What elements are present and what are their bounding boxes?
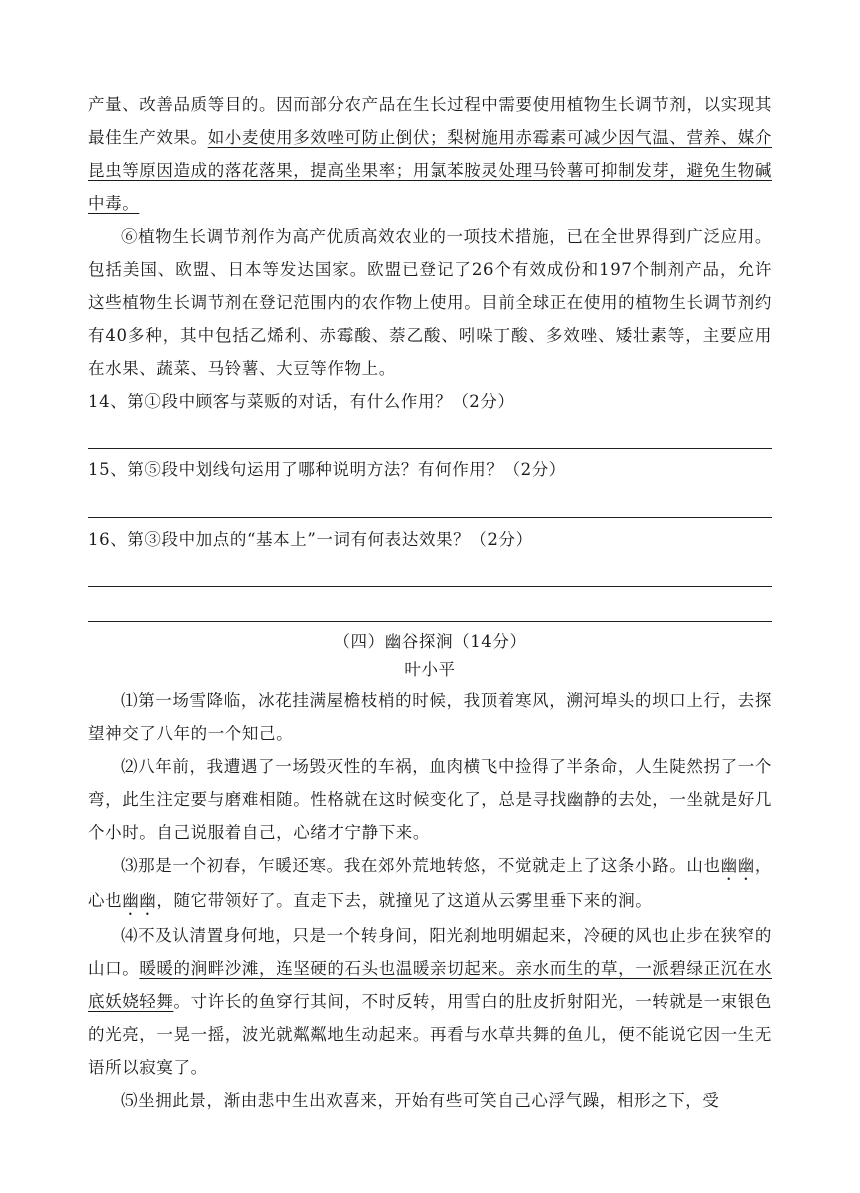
passage-title: （四）幽谷探涧（14分） [333, 632, 527, 651]
p3-text-b: ，心也 [88, 856, 772, 910]
p4-text-a: ⑷不及认清置身何地，只是一个转身间，阳光刹地明媚起来，冷硬的风也止步在狭窄的山口。 [88, 926, 772, 978]
answer-line-q15[interactable] [88, 517, 772, 518]
p4-text-b: 。寸许长的鱼穿行其间，不时反转，用雪白的肚皮折射阳光，一转就是一束银色的光亮，一晃一摇，波光就粼粼地生动起来。再看与水草共舞的鱼儿，便不能说它因一生无语所以寂寞了。 [88, 992, 772, 1077]
question-15: 15、第⑤段中划线句运用了哪种说明方法？有何作用？（2分） [88, 460, 566, 479]
passage4-paragraph-2: ⑵八年前，我遭遇了一场毁灭性的车祸，血肉横飞中捡得了半条命，人生陡然拐了一个弯，此生注定要与磨难相随。性格就在这时候变化了，总是寻找幽静的去处，一坐就是好几个小时。自己说服着自己，心绪才宁静下来。 [88, 757, 772, 842]
exam-page [88, 88, 772, 1117]
dotted-word-1: 幽幽 [720, 856, 755, 875]
p3-text-c: ，随它带领好了。直走下去，就撞见了这道从云雾里垂下来的涧。 [156, 891, 653, 910]
p4-underlined-sentence: 暖暖的涧畔沙滩，连坚硬的石头也温暖亲切起来。亲水而生的草，一派碧绿正沉在水底妖娆轻舞 [88, 959, 773, 1011]
p3-text-a: ⑶那是一个初春，乍暖还寒。我在郊外荒地转悠，不觉就走上了这条小路。山也 [121, 856, 721, 875]
question-16: 16、第③段中加点的“基本上”一词有何表达效果？（2分） [88, 530, 533, 549]
passage4-paragraph-3 [88, 849, 772, 919]
paragraph-5-continued [88, 88, 772, 220]
passage4-paragraph-4 [88, 919, 772, 1084]
answer-line-q14[interactable] [88, 448, 772, 449]
passage4-paragraph-1: ⑴第一场雪降临，冰花挂满屋檐枝梢的时候，我顶着寒风，溯河埠头的坝口上行，去探望神交了八年的一个知己。 [88, 691, 772, 743]
p5-underlined-sentence: 如小麦使用多效唑可防止倒伏；梨树施用赤霉素可减少因气温、营养、媒介昆虫等原因造成的落花落果，提高坐果率；用氯苯胺灵处理马铃薯可抑制发芽，避免生物碱中毒。 [88, 128, 773, 213]
passage-author: 叶小平 [404, 660, 456, 679]
question-14: 14、第①段中顾客与菜贩的对话，有什么作用？（2分） [88, 392, 515, 411]
passage4-paragraph-5: ⑸坐拥此景，渐由悲中生出欢喜来，开始有些可笑自己心浮气躁，相形之下，受 [121, 1091, 720, 1110]
dotted-word-2: 幽幽 [122, 891, 157, 910]
paragraph-6: ⑥植物生长调节剂作为高产优质高效农业的一项技术措施，已在全世界得到广泛应用。包括美国、欧盟、日本等发达国家。欧盟已登记了26个有效成份和197个制剂产品，允许这些植物生长调节剂在登记范围内的农作物上使用。目前全球正在使用的植物生长调节剂约有40多种，其中包括乙烯利、赤霉酸、萘乙酸、吲哚丁酸、多效唑、矮壮素等，主要应用在水果、蔬菜、马铃薯、大豆等作物上。 [88, 227, 772, 378]
answer-line-q16-b[interactable] [88, 621, 772, 622]
p5-text: 产量、改善品质等目的。因而部分农产品在生长过程中需要使用植物生长调节剂，以实现其最佳生产效果。 [88, 95, 772, 147]
